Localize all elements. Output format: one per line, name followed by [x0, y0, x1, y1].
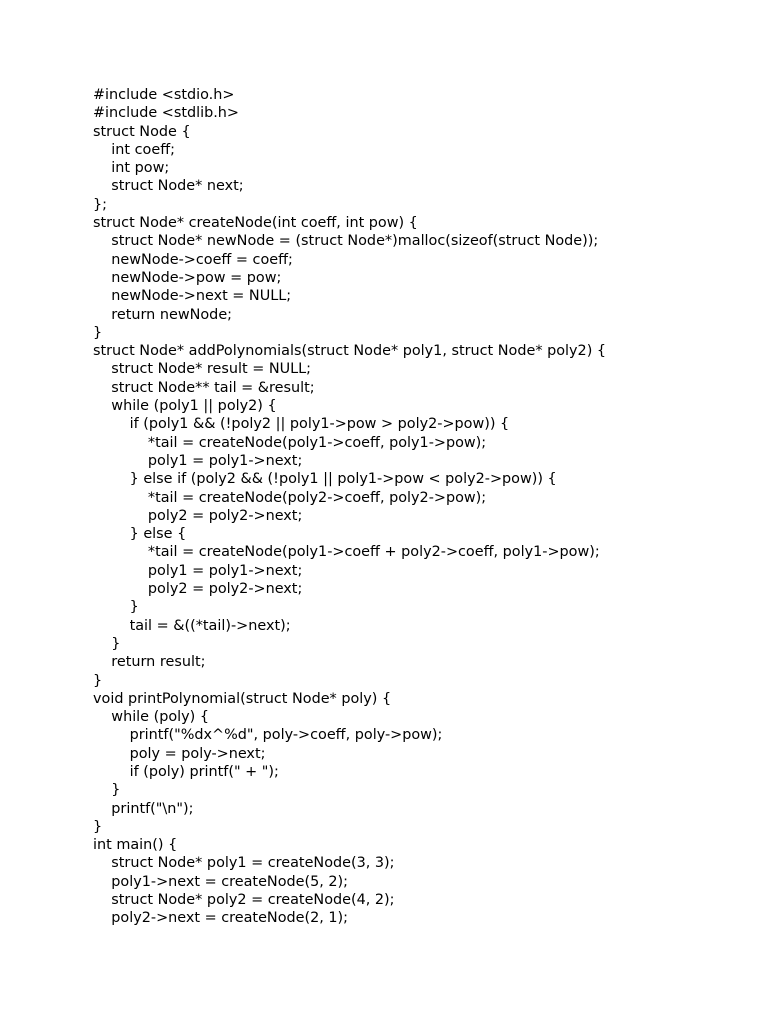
- code-line: *tail = createNode(poly1->coeff, poly1->pow);: [93, 434, 487, 451]
- code-line: #include <stdlib.h>: [93, 105, 239, 122]
- code-line: newNode->pow = pow;: [93, 269, 282, 286]
- code-line: struct Node** tail = &result;: [93, 379, 315, 396]
- code-line: struct Node* newNode = (struct Node*)malloc(sizeof(struct Node));: [93, 233, 599, 250]
- code-line: }: [93, 324, 103, 341]
- code-line: if (poly1 && (!poly2 || poly1->pow > poly2->pow)) {: [93, 416, 510, 433]
- code-line: newNode->coeff = coeff;: [93, 251, 293, 268]
- code-line: poly = poly->next;: [93, 745, 266, 762]
- code-line: };: [93, 196, 108, 213]
- code-line: struct Node* result = NULL;: [93, 361, 312, 378]
- code-line: *tail = createNode(poly1->coeff + poly2->coeff, poly1->pow);: [93, 544, 600, 561]
- code-line: #include <stdio.h>: [93, 87, 235, 103]
- code-line: }: [93, 635, 121, 652]
- code-line: poly2 = poly2->next;: [93, 581, 303, 598]
- code-line: printf("%dx^%d", poly->coeff, poly->pow);: [93, 727, 443, 744]
- code-line: }: [93, 782, 121, 799]
- code-line: }: [93, 599, 139, 616]
- code-line: *tail = createNode(poly2->coeff, poly2->pow);: [93, 489, 487, 506]
- code-line: while (poly) {: [93, 709, 210, 726]
- code-listing: [93, 86, 606, 928]
- code-line: tail = &((*tail)->next);: [93, 617, 291, 634]
- code-line: struct Node* next;: [93, 178, 244, 195]
- code-line: int pow;: [93, 160, 170, 177]
- code-line: struct Node* poly2 = createNode(4, 2);: [93, 892, 395, 909]
- code-line: poly2->next = createNode(2, 1);: [93, 910, 349, 927]
- code-line: struct Node* addPolynomials(struct Node* poly1, struct Node* poly2) {: [93, 343, 607, 360]
- code-line: if (poly) printf(" + ");: [93, 763, 279, 780]
- code-line: } else {: [93, 526, 187, 543]
- code-line: }: [93, 818, 103, 835]
- code-line: void printPolynomial(struct Node* poly) {: [93, 690, 392, 707]
- code-line: newNode->next = NULL;: [93, 288, 292, 305]
- code-line: while (poly1 || poly2) {: [93, 398, 277, 415]
- code-line: poly1->next = createNode(5, 2);: [93, 873, 349, 890]
- code-line: return newNode;: [93, 306, 233, 323]
- code-line: int main() {: [93, 837, 178, 854]
- code-line: } else if (poly2 && (!poly1 || poly1->pow < poly2->pow)) {: [93, 471, 557, 488]
- code-line: struct Node {: [93, 123, 191, 140]
- code-line: poly1 = poly1->next;: [93, 562, 303, 579]
- code-line: poly2 = poly2->next;: [93, 507, 303, 524]
- code-line: int coeff;: [93, 141, 175, 158]
- code-line: printf("\n");: [93, 800, 194, 817]
- code-line: poly1 = poly1->next;: [93, 452, 303, 469]
- code-line: struct Node* poly1 = createNode(3, 3);: [93, 855, 395, 872]
- code-line: return result;: [93, 654, 206, 671]
- code-line: }: [93, 672, 103, 689]
- code-line: struct Node* createNode(int coeff, int pow) {: [93, 215, 418, 232]
